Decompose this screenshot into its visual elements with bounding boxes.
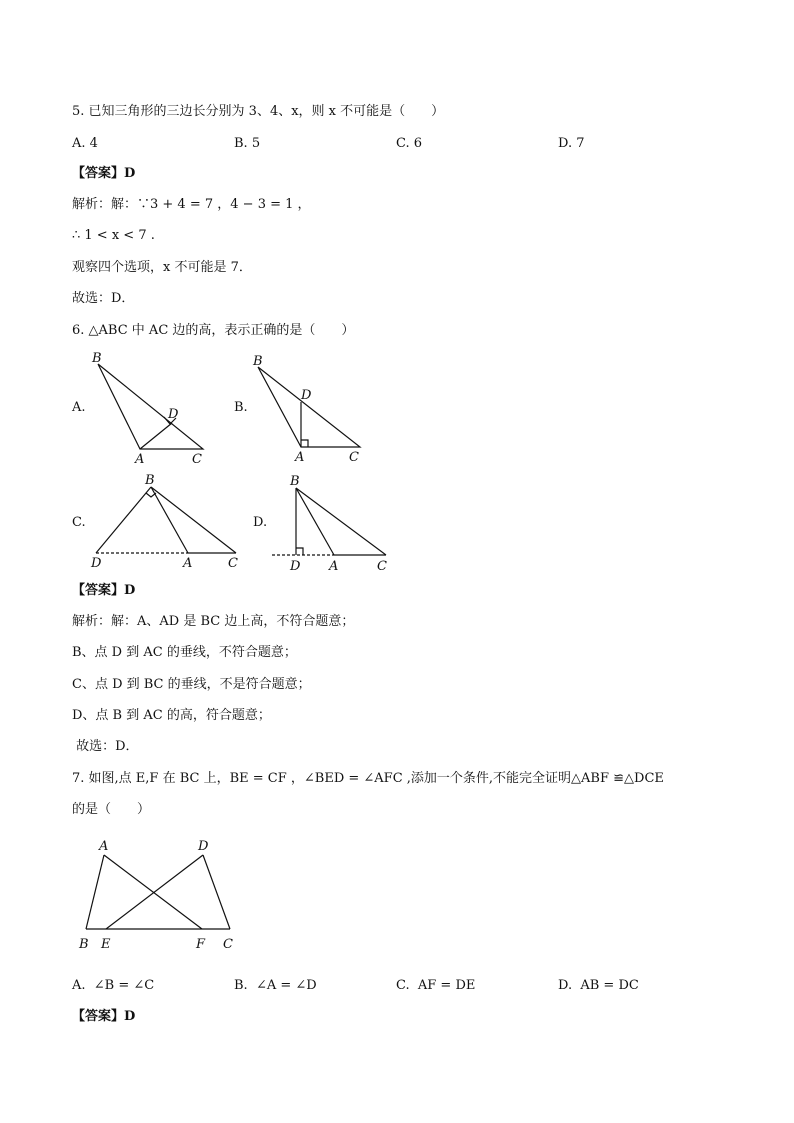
- label-c: C: [223, 937, 233, 952]
- label-c: C: [192, 452, 202, 467]
- q7-stem-line2: 的是（ ）: [72, 802, 151, 817]
- segment-ab: [86, 855, 104, 929]
- q6-analysis-line: D、点 B 到 AC 的高，符合题意；: [72, 708, 271, 723]
- q6-option-b-letter: B.: [234, 400, 248, 415]
- label-e: E: [101, 937, 111, 952]
- label-d: D: [198, 839, 209, 854]
- q5-stem: 5. 已知三角形的三边长分别为 3、4、x，则 x 不可能是（ ）: [72, 104, 445, 119]
- label-d: D: [290, 559, 301, 574]
- label-b: B: [79, 937, 89, 952]
- label-d: D: [168, 407, 179, 422]
- q5-option-b: B. 5: [234, 136, 261, 151]
- label-a: A: [99, 839, 109, 854]
- q5-analysis-line: 故选：D．: [72, 291, 135, 306]
- q6-analysis-line: C、点 D 到 BC 的垂线，不是符合题意；: [72, 677, 311, 692]
- label-c: C: [349, 450, 359, 465]
- q7-option-b: B. ∠A = ∠D: [234, 978, 317, 993]
- q6-analysis-line: 解析：解：A、AD 是 BC 边上高，不符合题意；: [72, 614, 355, 629]
- q5-analysis-line: 观察四个选项，x 不可能是 7．: [72, 260, 252, 275]
- q7-option-d: D. AB = DC: [558, 978, 639, 993]
- label-a: A: [295, 450, 305, 465]
- q7-option-a: A. ∠B = ∠C: [72, 978, 155, 993]
- q6-analysis-line: B、点 D 到 AC 的垂线，不符合题意；: [72, 645, 297, 660]
- q6-stem: 6. △ABC 中 AC 边的高，表示正确的是（ ）: [72, 323, 355, 338]
- q7-answer: 【答案】D: [72, 1009, 136, 1024]
- q6-analysis-line: 故选：D．: [72, 739, 139, 754]
- q5-option-d: D. 7: [558, 136, 585, 151]
- q5-option-a: A. 4: [72, 136, 98, 151]
- label-c: C: [228, 556, 238, 571]
- label-f: F: [196, 937, 206, 952]
- label-c: C: [377, 559, 387, 574]
- label-a: A: [183, 556, 193, 571]
- label-b: B: [92, 351, 102, 366]
- segment-dc: [203, 855, 230, 929]
- q7-option-c: C. AF = DE: [396, 978, 476, 993]
- label-d: D: [301, 388, 312, 403]
- segment-af: [104, 855, 202, 929]
- q6-answer: 【答案】D: [72, 583, 136, 598]
- q7-stem-line1: 7. 如图,点 E,F 在 BC 上，BE = CF ，∠BED = ∠AFC ,添加一个条件,不能完全证明△ABF ≌△DCE: [72, 771, 664, 786]
- q5-answer: 【答案】D: [72, 166, 136, 181]
- label-a: A: [135, 452, 145, 467]
- q5-analysis-line: 解析：解：∵3 + 4 = 7 ，4 − 3 = 1 ，: [72, 197, 311, 212]
- segment-ed: [106, 855, 203, 929]
- q5-option-c: C. 6: [396, 136, 423, 151]
- label-a: A: [329, 559, 339, 574]
- q6-option-c-letter: C.: [72, 515, 86, 530]
- q5-analysis-line: ∴ 1 < x < 7 .: [72, 228, 155, 243]
- label-b: B: [145, 473, 155, 488]
- q6-option-a-letter: A.: [72, 400, 86, 415]
- q6-option-d-letter: D.: [253, 515, 268, 530]
- label-d: D: [91, 556, 102, 571]
- label-b: B: [253, 354, 263, 369]
- label-b: B: [290, 474, 300, 489]
